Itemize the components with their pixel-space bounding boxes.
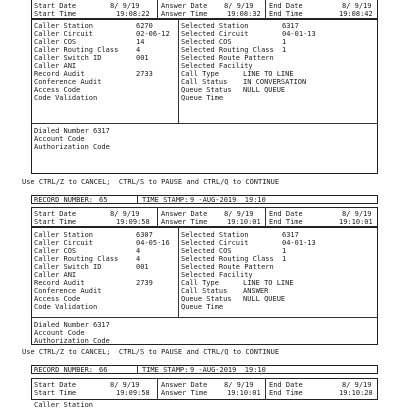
dialed-number-label: Dialed Number <box>34 127 89 135</box>
selected-cos-value: 1 <box>282 247 287 255</box>
end-time-label: End Time <box>269 389 303 397</box>
record-number-value: 66 <box>99 366 108 374</box>
start-date-value: 8/ 9/19 <box>110 2 140 10</box>
account-code-label: Account Code <box>34 329 85 337</box>
selected-cos-label: Selected COS <box>181 38 232 46</box>
selected-routing-class-label: Selected Routing Class <box>181 46 274 54</box>
time-stamp-label: TIME STAMP: <box>142 366 189 374</box>
answer-time-label: Answer Time <box>161 389 208 397</box>
caller-circuit-value: 04-05-16 <box>136 239 170 247</box>
queue-status-value: NULL QUEUE <box>243 295 286 303</box>
end-time-label: End Time <box>269 10 303 18</box>
caller-circuit-value: 02-06-12 <box>136 30 170 38</box>
selected-circuit-value: 04-01-13 <box>282 30 316 38</box>
caller-ani-label: Caller ANI <box>34 62 77 70</box>
console-prompt: Use CTRL/Z to CANCEL; CTRL/S to PAUSE and CTRL/Q to CONTINUE <box>22 348 280 356</box>
account-code-label: Account Code <box>34 135 85 143</box>
end-time-label: End Time <box>269 218 303 226</box>
conference-audit-label: Conference Audit <box>34 78 102 86</box>
dialed-number-value: 6317 <box>93 321 110 329</box>
start-date-label: Start Date <box>34 381 77 389</box>
selected-station-label: Selected Station <box>181 22 249 30</box>
call-status-label: Call Status <box>181 78 228 86</box>
start-time-label: Start Time <box>34 389 77 397</box>
start-time-value: 19:08:22 <box>116 10 150 18</box>
answer-date-label: Answer Date <box>161 2 208 10</box>
answer-date-value: 8/ 9/19 <box>224 381 254 389</box>
selected-station-value: 6317 <box>282 22 299 30</box>
answer-time-value: 19:10:01 <box>227 389 261 397</box>
record-audit-label: Record Audit <box>34 70 85 78</box>
call-type-value: LINE TO LINE <box>243 279 294 287</box>
time-stamp-label: TIME STAMP: <box>142 196 189 204</box>
answer-date-label: Answer Date <box>161 381 208 389</box>
end-time-value: 19:10:28 <box>339 389 373 397</box>
selected-route-pattern-label: Selected Route Pattern <box>181 54 274 62</box>
caller-switch-id-value: 001 <box>136 54 149 62</box>
caller-station-label: Caller Station <box>34 401 94 409</box>
selected-routing-class-label: Selected Routing Class <box>181 255 274 263</box>
dialed-number-value: 6317 <box>93 127 110 135</box>
answer-time-value: 19:10:01 <box>227 218 261 226</box>
start-date-label: Start Date <box>34 210 77 218</box>
end-date-label: End Date <box>269 381 303 389</box>
end-date-value: 8/ 9/19 <box>342 381 372 389</box>
caller-circuit-label: Caller Circuit <box>34 239 94 247</box>
dialed-number-label: Dialed Number <box>34 321 89 329</box>
record-number-label: RECORD NUMBER: <box>34 196 94 204</box>
call-status-value: ANSWER <box>243 287 269 295</box>
caller-routing-class-label: Caller Routing Class <box>34 46 119 54</box>
answer-time-label: Answer Time <box>161 218 208 226</box>
answer-time-value: 19:08:32 <box>227 10 261 18</box>
answer-date-value: 8/ 9/19 <box>224 2 254 10</box>
caller-station-label: Caller Station <box>34 22 94 30</box>
start-date-label: Start Date <box>34 2 77 10</box>
end-date-value: 8/ 9/19 <box>342 210 372 218</box>
caller-station-value: 6307 <box>136 231 153 239</box>
selected-routing-class-value: 1 <box>282 255 287 263</box>
caller-station-value: 6270 <box>136 22 153 30</box>
call-type-value: LINE TO LINE <box>243 70 294 78</box>
selected-routing-class-value: 1 <box>282 46 287 54</box>
end-date-value: 8/ 9/19 <box>342 2 372 10</box>
authorization-code-label: Authorization Code <box>34 143 110 151</box>
queue-time-label: Queue Time <box>181 94 224 102</box>
record-audit-value: 2733 <box>136 70 153 78</box>
answer-time-label: Answer Time <box>161 10 208 18</box>
selected-cos-label: Selected COS <box>181 247 232 255</box>
queue-status-label: Queue Status <box>181 295 232 303</box>
caller-cos-label: Caller COS <box>34 247 77 255</box>
record-audit-label: Record Audit <box>34 279 85 287</box>
conference-audit-label: Conference Audit <box>34 287 102 295</box>
caller-switch-id-label: Caller Switch ID <box>34 263 102 271</box>
caller-switch-id-value: 001 <box>136 263 149 271</box>
time-stamp-value: 9 -AUG-2019 19:10 <box>190 366 266 374</box>
caller-circuit-label: Caller Circuit <box>34 30 94 38</box>
start-time-value: 19:09:58 <box>116 218 150 226</box>
caller-ani-label: Caller ANI <box>34 271 77 279</box>
caller-switch-id-label: Caller Switch ID <box>34 54 102 62</box>
selected-circuit-label: Selected Circuit <box>181 239 249 247</box>
queue-time-label: Queue Time <box>181 303 224 311</box>
record-number-value: 65 <box>99 196 108 204</box>
selected-station-value: 6317 <box>282 231 299 239</box>
caller-cos-label: Caller COS <box>34 38 77 46</box>
end-time-value: 19:08:42 <box>339 10 373 18</box>
caller-station-label: Caller Station <box>34 231 94 239</box>
access-code-label: Access Code <box>34 295 81 303</box>
start-time-label: Start Time <box>34 10 77 18</box>
selected-circuit-value: 04-01-13 <box>282 239 316 247</box>
start-date-value: 8/ 9/19 <box>110 381 140 389</box>
selected-circuit-label: Selected Circuit <box>181 30 249 38</box>
start-time-label: Start Time <box>34 218 77 226</box>
selected-facility-label: Selected Facility <box>181 62 253 70</box>
caller-cos-value: 4 <box>136 247 141 255</box>
selected-route-pattern-label: Selected Route Pattern <box>181 263 274 271</box>
access-code-label: Access Code <box>34 86 81 94</box>
end-date-label: End Date <box>269 210 303 218</box>
authorization-code-label: Authorization Code <box>34 337 110 345</box>
queue-status-value: NULL QUEUE <box>243 86 286 94</box>
time-stamp-value: 9 -AUG-2019 19:10 <box>190 196 266 204</box>
start-time-value: 19:09:58 <box>116 389 150 397</box>
caller-routing-class-value: 4 <box>136 46 141 54</box>
selected-facility-label: Selected Facility <box>181 271 253 279</box>
call-status-value: IN CONVERSATION <box>243 78 307 86</box>
code-validation-label: Code Validation <box>34 303 98 311</box>
record-number-label: RECORD NUMBER: <box>34 366 94 374</box>
start-date-value: 8/ 9/19 <box>110 210 140 218</box>
caller-routing-class-label: Caller Routing Class <box>34 255 119 263</box>
caller-routing-class-value: 4 <box>136 255 141 263</box>
answer-date-value: 8/ 9/19 <box>224 210 254 218</box>
console-prompt: Use CTRL/Z to CANCEL; CTRL/S to PAUSE and CTRL/Q to CONTINUE <box>22 178 280 186</box>
record-audit-value: 2739 <box>136 279 153 287</box>
answer-date-label: Answer Date <box>161 210 208 218</box>
caller-cos-value: 14 <box>136 38 145 46</box>
code-validation-label: Code Validation <box>34 94 98 102</box>
queue-status-label: Queue Status <box>181 86 232 94</box>
call-type-label: Call Type <box>181 279 219 287</box>
call-status-label: Call Status <box>181 287 228 295</box>
end-time-value: 19:10:01 <box>339 218 373 226</box>
call-type-label: Call Type <box>181 70 219 78</box>
selected-station-label: Selected Station <box>181 231 249 239</box>
selected-cos-value: 1 <box>282 38 287 46</box>
end-date-label: End Date <box>269 2 303 10</box>
